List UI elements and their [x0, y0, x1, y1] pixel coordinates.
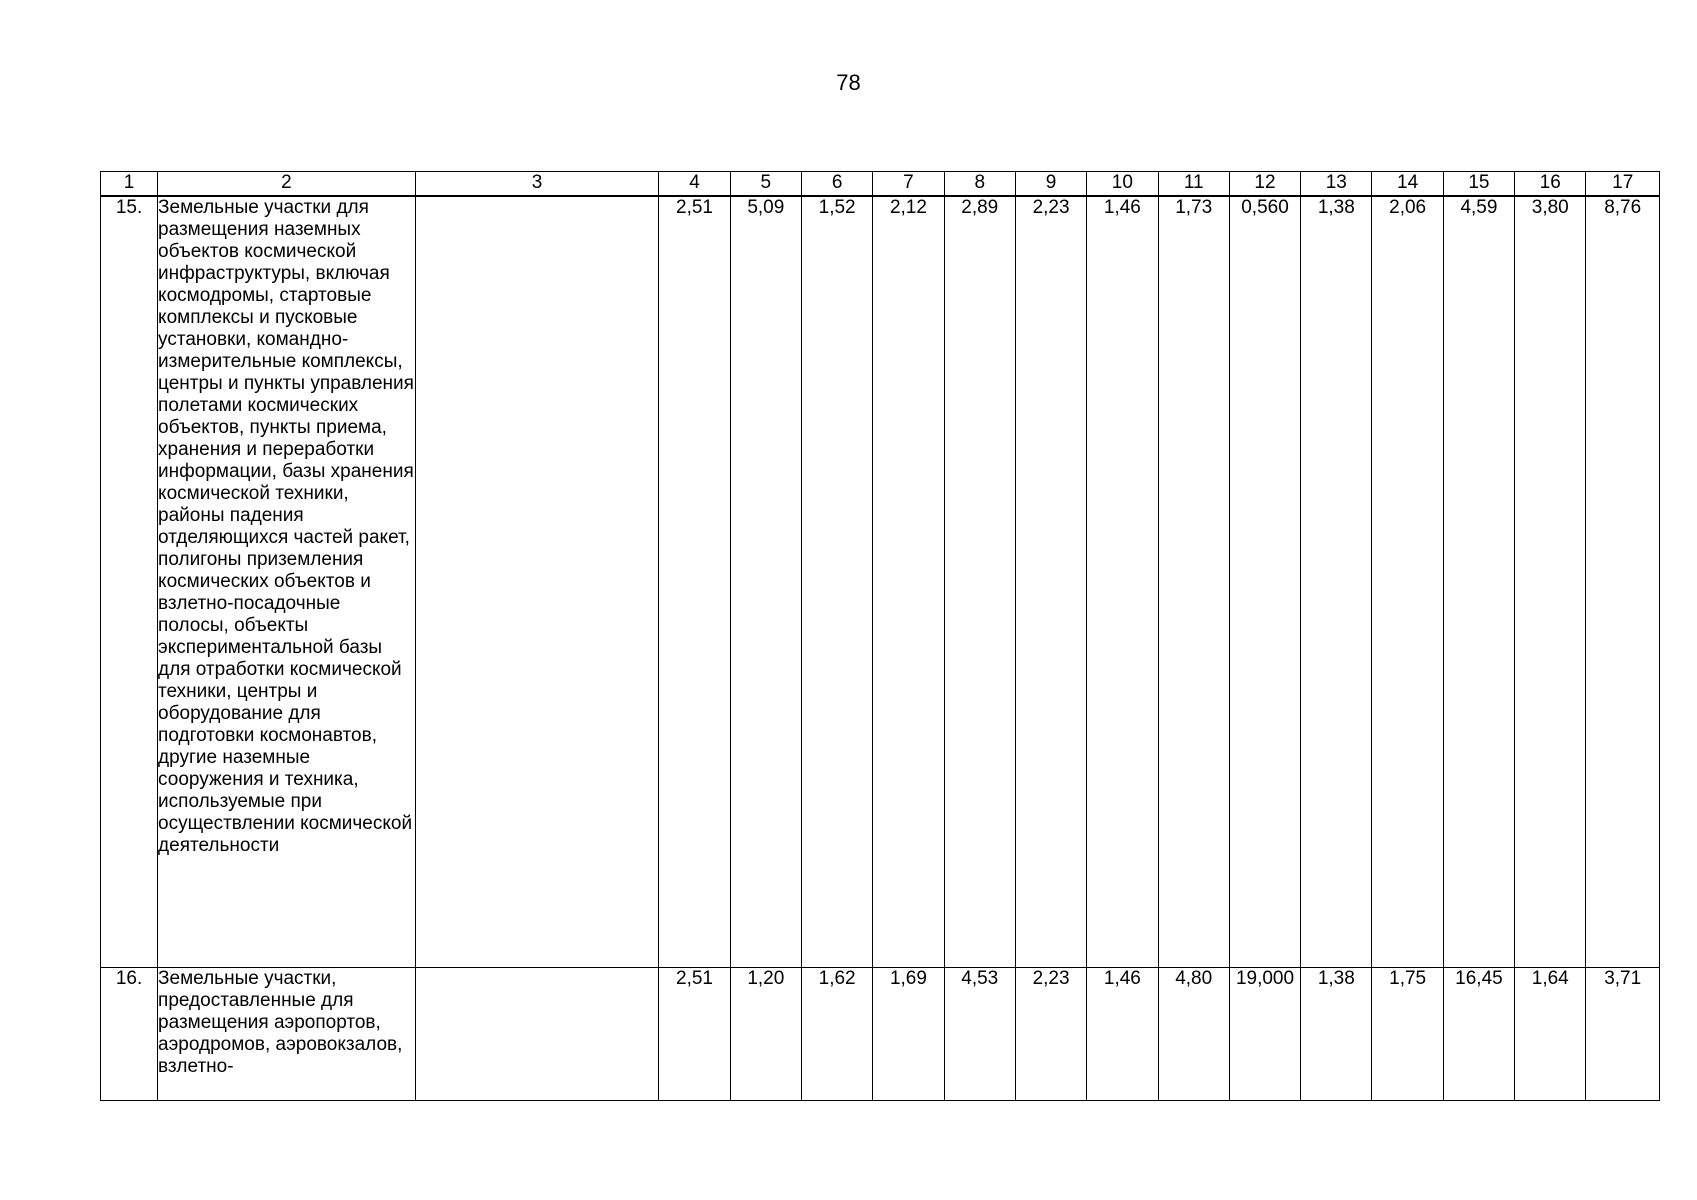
rate-value: 1,52 [801, 196, 872, 968]
rate-value: 2,12 [873, 196, 944, 968]
column-header: 7 [873, 172, 944, 197]
row-number: 16. [101, 968, 158, 1101]
column-header: 4 [659, 172, 730, 197]
rate-value: 4,80 [1158, 968, 1229, 1101]
column-header: 11 [1158, 172, 1229, 197]
rate-value: 16,45 [1443, 968, 1514, 1101]
column-header: 5 [730, 172, 801, 197]
rate-value: 2,89 [944, 196, 1015, 968]
rate-value: 3,80 [1515, 196, 1586, 968]
column-header: 2 [158, 172, 416, 197]
rate-value: 8,76 [1586, 196, 1660, 968]
rate-value: 1,75 [1372, 968, 1443, 1101]
rate-value: 19,000 [1229, 968, 1300, 1101]
page-number: 78 [836, 70, 861, 95]
land-category-description: Земельные участки для размещения наземных объектов космической инфраструктуры, включая космодромы, стартовые комплексы и пусковые установки, командно-измерительные комплексы, центры и пункты управления полетами космических объектов, пункты приема, хранения и переработки информации, базы хранения космической техники, районы падения отделяющихся частей ракет, полигоны приземления космических объектов и взлетно-посадочные полосы, объекты экспериментальной базы для отработки космической техники, центры и оборудование для подготовки космонавтов, другие наземные сооружения и техника, используемые при осуществлении космической деятельности [158, 196, 416, 968]
land-category-description: Земельные участки, предоставленные для размещения аэропортов, аэродромов, аэровокзалов, взлетно- [158, 968, 416, 1101]
rate-value: 2,23 [1015, 968, 1086, 1101]
rate-value: 1,20 [730, 968, 801, 1101]
rate-value: 4,59 [1443, 196, 1514, 968]
rate-value: 0,560 [1229, 196, 1300, 968]
column-header: 12 [1229, 172, 1300, 197]
rate-value: 1,38 [1301, 968, 1372, 1101]
row-number: 15. [101, 196, 158, 968]
rate-value: 2,23 [1015, 196, 1086, 968]
column-header: 3 [415, 172, 659, 197]
column-header: 6 [801, 172, 872, 197]
table-row [101, 968, 1660, 1101]
column-header: 13 [1301, 172, 1372, 197]
rate-value: 1,73 [1158, 196, 1229, 968]
column-3-cell [415, 196, 659, 968]
rate-value: 2,51 [659, 968, 730, 1101]
tax-rates-table [100, 171, 1660, 1101]
column-header: 8 [944, 172, 1015, 197]
rate-value: 5,09 [730, 196, 801, 968]
column-header: 16 [1515, 172, 1586, 197]
rate-value: 1,46 [1087, 968, 1158, 1101]
column-header: 14 [1372, 172, 1443, 197]
column-number-row [101, 172, 1660, 197]
table-row [101, 196, 1660, 968]
column-header: 1 [101, 172, 158, 197]
rate-value: 4,53 [944, 968, 1015, 1101]
column-header: 9 [1015, 172, 1086, 197]
rate-value: 2,06 [1372, 196, 1443, 968]
rate-value: 1,38 [1301, 196, 1372, 968]
rate-value: 1,46 [1087, 196, 1158, 968]
column-3-cell [415, 968, 659, 1101]
column-header: 15 [1443, 172, 1514, 197]
column-header: 10 [1087, 172, 1158, 197]
rate-value: 1,64 [1515, 968, 1586, 1101]
rate-value: 1,62 [801, 968, 872, 1101]
column-header: 17 [1586, 172, 1660, 197]
rate-value: 1,69 [873, 968, 944, 1101]
rate-value: 2,51 [659, 196, 730, 968]
rate-value: 3,71 [1586, 968, 1660, 1101]
